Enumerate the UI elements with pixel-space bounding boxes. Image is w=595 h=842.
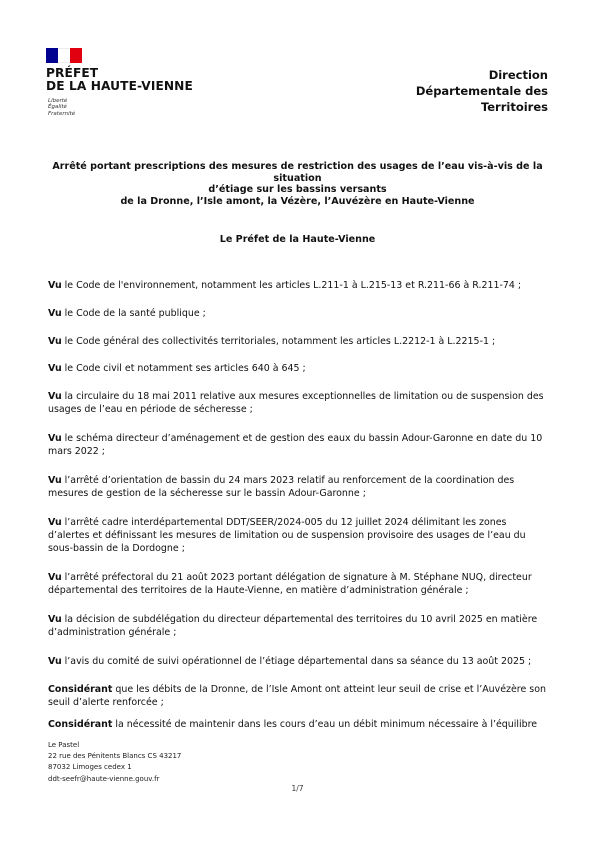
document-title <box>40 161 555 207</box>
vu-keyword: Vu <box>48 614 62 625</box>
considerant-keyword: Considérant <box>48 684 113 695</box>
footer-line-3: 87032 Limoges cedex 1 <box>48 763 132 772</box>
title-line-3: de la Dronne, l’Isle amont, la Vézère, l’Auvézère en Haute-Vienne <box>120 195 475 207</box>
direction-line-3: Territoires <box>480 100 548 114</box>
paragraph-text: la circulaire du 18 mai 2011 relative aux mesures exceptionnelles de limitation ou de suspension des usages de l’eau en période de sécheresse ; <box>48 391 544 416</box>
motto-fraternite: Fraternité <box>48 110 76 117</box>
vu-paragraph <box>48 571 548 597</box>
vu-keyword: Vu <box>48 336 62 347</box>
vu-keyword: Vu <box>48 363 62 374</box>
paragraph-text: le Code de la santé publique ; <box>61 308 206 319</box>
prefect-heading: Le Préfet de la Haute-Vienne <box>219 234 376 245</box>
paragraph-text: le Code général des collectivités territoriales, notamment les articles L.2212-1 à L.2215-1 ; <box>61 336 496 347</box>
flag-white-stripe <box>58 48 70 63</box>
logo-line-1: PRÉFET <box>46 66 99 80</box>
paragraph-text: l’avis du comité de suivi opérationnel de l’étiage départemental dans sa séance du 13 août 2025 ; <box>61 656 532 667</box>
flag-red-stripe <box>70 48 82 63</box>
paragraph-text: la décision de subdélégation du directeur départemental des territoires du 10 avril 2025 en matière d’administration générale ; <box>48 614 538 639</box>
vu-keyword: Vu <box>48 475 62 486</box>
paragraph-text: que les débits de la Dronne, de l’Isle Amont ont atteint leur seuil de crise et l’Auvézère son seuil d’alerte renforcée ; <box>48 684 546 709</box>
page-number: 1/7 <box>291 784 304 793</box>
motto-liberte: Liberté <box>48 98 68 104</box>
direction-line-2: Départementale des <box>415 84 548 98</box>
direction-heading <box>416 67 548 115</box>
flag-blue-stripe <box>46 48 58 63</box>
vu-paragraph <box>48 613 548 639</box>
direction-line-1: Direction <box>488 68 548 82</box>
footer-line-2: 22 rue des Pénitents Blancs CS 43217 <box>48 752 182 761</box>
vu-paragraph <box>48 474 548 500</box>
french-flag-logo <box>46 48 82 63</box>
footer-line-1: Le Pastel <box>48 741 80 749</box>
footer-address <box>48 740 181 785</box>
paragraph-text: l’arrêté cadre interdépartemental DDT/SEER/2024-005 du 12 juillet 2024 délimitant les zones d’alertes et définissant les mesures de limitation ou de suspension provisoire des usages de l’eau du sous-bassin de la Dordogne ; <box>48 517 526 555</box>
logo-line-2: DE LA HAUTE-VIENNE <box>46 79 193 93</box>
vu-keyword: Vu <box>48 433 62 444</box>
vu-paragraph <box>48 655 548 668</box>
republic-motto <box>48 98 75 117</box>
vu-keyword: Vu <box>48 572 62 583</box>
prefecture-logo-text <box>46 67 193 93</box>
considerant-paragraph <box>48 718 548 731</box>
paragraph-text: le Code de l'environnement, notamment les articles L.211-1 à L.215-13 et R.211-66 à R.211-74 ; <box>61 280 522 291</box>
title-line-2: d’étiage sur les bassins versants <box>208 184 387 195</box>
vu-keyword: Vu <box>48 308 62 319</box>
paragraph-text: l’arrêté préfectoral du 21 août 2023 portant délégation de signature à M. Stéphane NUQ, directeur départemental des territoires de la Haute-Vienne, en matière d’administration générale ; <box>48 572 532 597</box>
title-line-1: Arrêté portant prescriptions des mesures de restriction des usages de l’eau vis-à-vis de la situation <box>52 161 543 184</box>
vu-paragraph <box>48 390 548 416</box>
footer-email: ddt-seefr@haute-vienne.gouv.fr <box>48 774 160 783</box>
considerant-keyword: Considérant <box>48 719 113 730</box>
vu-paragraph <box>48 307 548 320</box>
vu-keyword: Vu <box>48 391 62 402</box>
vu-paragraph <box>48 335 548 348</box>
vu-keyword: Vu <box>48 656 62 667</box>
paragraph-text: le schéma directeur d’aménagement et de gestion des eaux du bassin Adour-Garonne en date du 10 mars 2022 ; <box>48 433 543 458</box>
paragraph-text: le Code civil et notamment ses articles 640 à 645 ; <box>61 363 306 374</box>
paragraph-text: l’arrêté d’orientation de bassin du 24 mars 2023 relatif au renforcement de la coordination des mesures de gestion de la sécheresse sur le bassin Adour-Garonne ; <box>48 475 515 500</box>
considerant-paragraph <box>48 683 548 709</box>
vu-paragraph <box>48 516 548 556</box>
motto-egalite: Égalité <box>48 104 67 111</box>
paragraph-text: la nécessité de maintenir dans les cours d’eau un débit minimum nécessaire à l’équilibre <box>112 719 538 730</box>
vu-paragraph <box>48 362 548 375</box>
vu-keyword: Vu <box>48 517 62 528</box>
vu-paragraph <box>48 432 548 458</box>
vu-keyword: Vu <box>48 280 62 291</box>
vu-paragraph <box>48 279 548 292</box>
